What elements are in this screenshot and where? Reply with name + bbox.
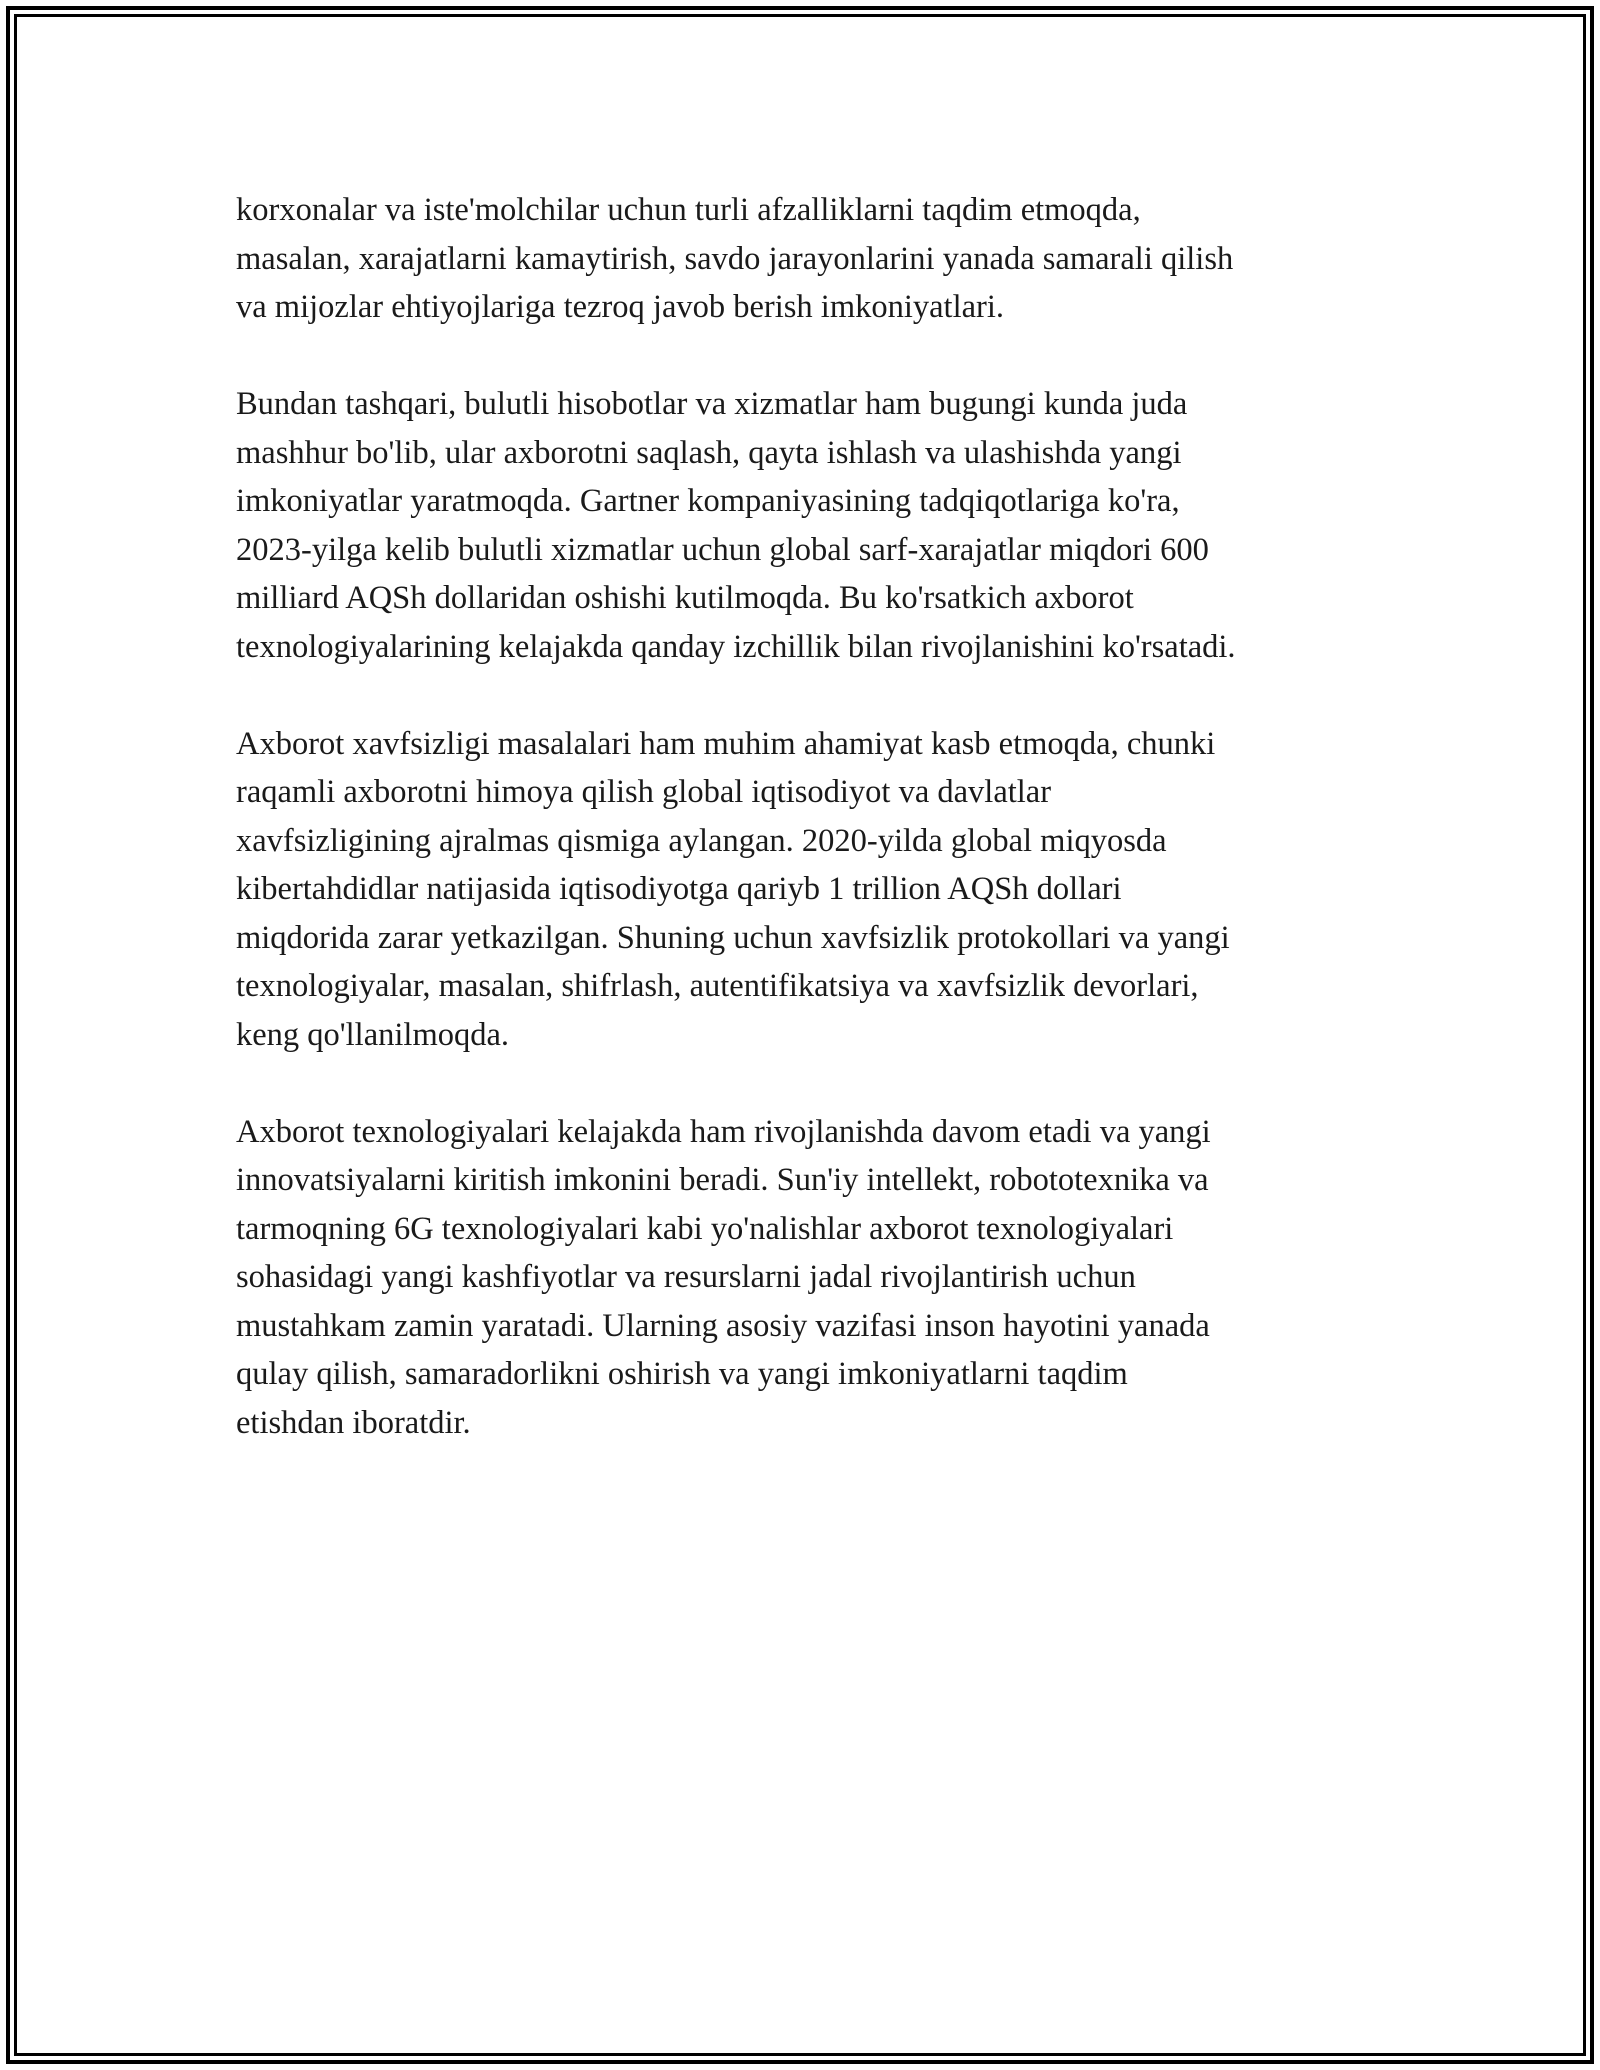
text-line: milliard AQSh dollaridan oshishi kutilmoqda. Bu ko'rsatkich axborot: [236, 580, 1134, 616]
text-line: sohasidagi yangi kashfiyotlar va resurslarni jadal rivojlantirish uchun: [236, 1259, 1136, 1295]
text-line: Bundan tashqari, bulutli hisobotlar va xizmatlar ham bugungi kunda juda: [236, 386, 1188, 422]
text-line: miqdorida zarar yetkazilgan. Shuning uchun xavfsizlik protokollari va yangi: [236, 919, 1230, 956]
text-line: imkoniyatlar yaratmoqda. Gartner kompaniyasining tadqiqotlariga ko'ra,: [236, 483, 1180, 519]
paragraph-3: [236, 720, 1376, 1060]
text-line: va mijozlar ehtiyojlariga tezroq javob berish imkoniyatlari.: [236, 289, 1005, 325]
text-line: tarmoqning 6G texnologiyalari kabi yo'nalishlar axborot texnologiyalari: [236, 1210, 1174, 1247]
text-line: raqamli axborotni himoya qilish global iqtisodiyot va davlatlar: [236, 774, 1052, 810]
text-line: kibertahdidlar natijasida iqtisodiyotga qariyb 1 trillion AQSh dollari: [236, 871, 1122, 907]
paragraph-1: [236, 186, 1376, 332]
text-line: mustahkam zamin yaratadi. Ularning asosiy vazifasi inson hayotini yanada: [236, 1307, 1210, 1344]
paragraph-4: [236, 1108, 1376, 1448]
document-body: [236, 186, 1376, 1496]
text-line: xavfsizligining ajralmas qismiga aylangan. 2020-yilda global miqyosda: [236, 822, 1167, 859]
text-line: texnologiyalarining kelajakda qanday izchillik bilan rivojlanishini ko'rsatadi.: [236, 628, 1236, 665]
text-line: keng qo'llanilmoqda.: [236, 1016, 510, 1053]
text-line: masalan, xarajatlarni kamaytirish, savdo jarayonlarini yanada samarali qilish: [236, 240, 1234, 277]
text-line: qulay qilish, samaradorlikni oshirish va yangi imkoniyatlarni taqdim: [236, 1356, 1128, 1392]
text-line: etishdan iboratdir.: [236, 1404, 471, 1441]
text-line: 2023-yilga kelib bulutli xizmatlar uchun global sarf-xarajatlar miqdori 600: [236, 531, 1209, 568]
text-line: Axborot texnologiyalari kelajakda ham rivojlanishda davom etadi va yangi: [236, 1113, 1211, 1150]
text-line: texnologiyalar, masalan, shifrlash, autentifikatsiya va xavfsizlik devorlari,: [236, 968, 1199, 1004]
text-line: innovatsiyalarni kiritish imkonini beradi. Sun'iy intellekt, robototexnika va: [236, 1162, 1209, 1198]
text-line: Axborot xavfsizligi masalalari ham muhim ahamiyat kasb etmoqda, chunki: [236, 725, 1216, 762]
text-line: korxonalar va iste'molchilar uchun turli afzalliklarni taqdim etmoqda,: [236, 192, 1141, 228]
text-line: mashhur bo'lib, ular axborotni saqlash, qayta ishlash va ulashishda yangi: [236, 434, 1182, 471]
paragraph-2: [236, 380, 1376, 671]
